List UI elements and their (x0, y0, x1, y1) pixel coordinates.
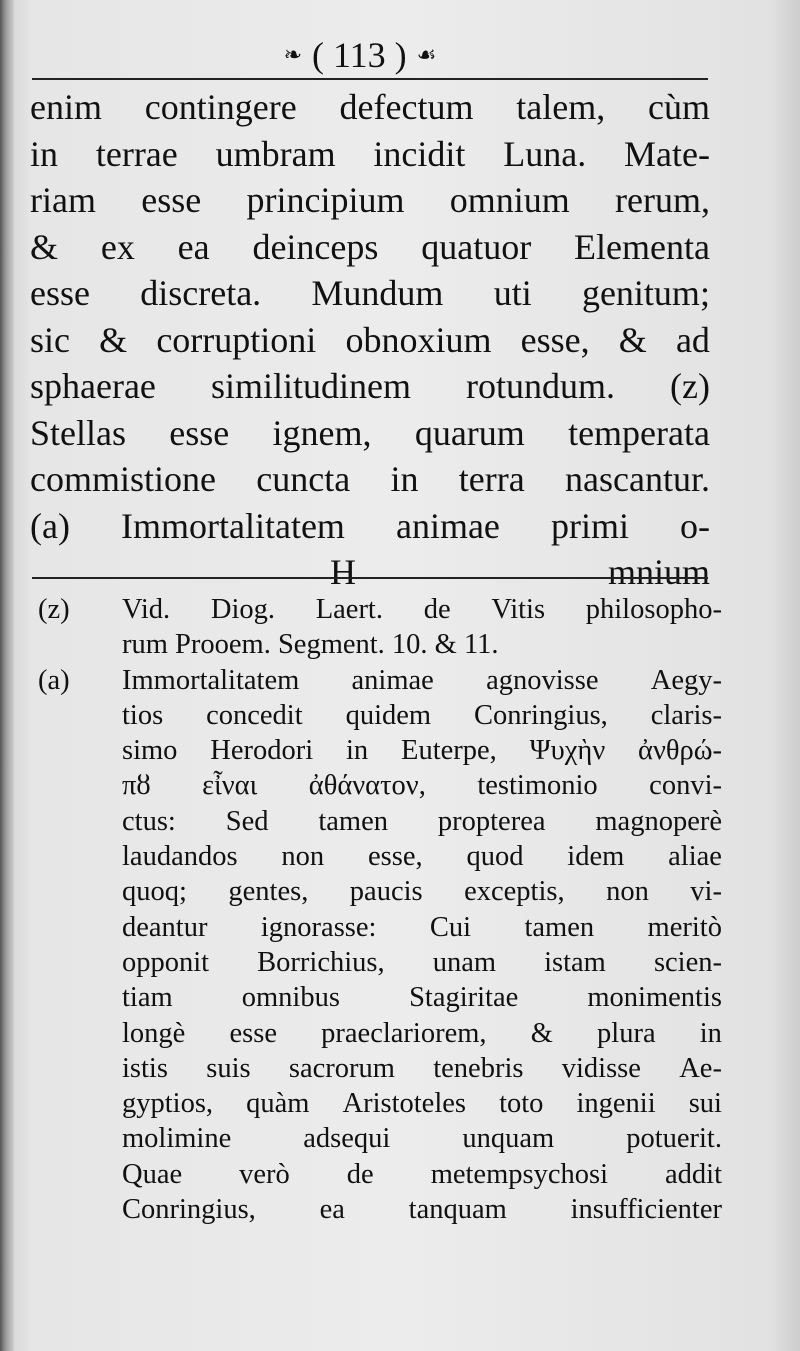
signature-line (30, 549, 710, 596)
running-header (235, 30, 485, 80)
footnote-z (32, 592, 722, 663)
footnotes (32, 592, 722, 1227)
catchword: mnium (607, 552, 710, 592)
main-line: (a) Immortalitatem animae primi o- (30, 505, 710, 546)
page-gutter (0, 0, 14, 1351)
footnote-line: istis suis sacrorum tenebris vidisse Ae- (122, 1052, 722, 1084)
footnote-line: molimine adsequi unquam potuerit. (122, 1123, 722, 1155)
footnote-line: Vid. Diog. Laert. de Vitis philosopho- (122, 594, 722, 625)
footnote-line: simo Herodori in Euterpe, Ψυχὴν ἀνθρώ- (122, 735, 722, 767)
main-line: commistione cuncta in terra nascantur. (30, 459, 710, 499)
footnote-line: Immortalitatem animae agnovisse Aegy- (122, 664, 722, 696)
ornament-left-icon: ❧ (283, 42, 303, 67)
footnote-line: opponit Borrichius, unam istam scien- (122, 946, 722, 978)
footnote-line: Quae verò de metempsychosi addit (122, 1158, 722, 1190)
footnote-line: ctus: Sed tamen propterea magnoperè (122, 805, 722, 837)
main-line: enim contingere defectum talem, cùm (30, 87, 710, 127)
header-rule (32, 78, 708, 80)
footnote-line: quoq; gentes, paucis exceptis, non vi- (122, 876, 722, 908)
main-line: sphaerae similitudinem rotundum. (z) (30, 366, 710, 406)
ornament-right-icon: ☙ (416, 42, 437, 67)
main-line: esse discreta. Mundum uti genitum; (30, 273, 710, 313)
signature-mark: H (330, 552, 356, 592)
main-line: Stellas esse ignem, quarum temperata (30, 412, 710, 453)
main-text (30, 84, 710, 596)
footnote-line: gyptios, quàm Aristoteles toto ingenii sui (122, 1088, 722, 1120)
footnote-a (32, 663, 722, 1228)
main-line: in terrae umbram incidit Luna. Mate- (30, 133, 710, 174)
footnote-line: tiam omnibus Stagiritae monimentis (122, 982, 722, 1014)
footnote-mark: (a) (38, 664, 70, 696)
footnote-rule (32, 577, 708, 579)
footnote-mark: (z) (38, 594, 70, 625)
footnote-line: rum Prooem. Segment. 10. & 11. (122, 629, 499, 661)
main-line: & ex ea deinceps quatuor Elementa (30, 226, 710, 267)
main-line: riam esse principium omnium rerum, (30, 180, 710, 220)
footnote-line: Conringius, ea tanquam insufficienter (122, 1194, 722, 1226)
footnote-line: laudandos non esse, quod idem aliae (122, 841, 722, 873)
footnote-line: tios concedit quidem Conringius, claris- (122, 699, 722, 731)
main-line: sic & corruptioni obnoxium esse, & ad (30, 319, 710, 360)
page-number: ( 113 ) (312, 35, 407, 75)
footnote-line: longè esse praeclariorem, & plura in (122, 1017, 722, 1049)
footnote-line: πȣ εἶναι ἀθάνατον, testimonio convi- (122, 770, 722, 802)
footnote-line: deantur ignorasse: Cui tamen meritò (122, 911, 722, 943)
